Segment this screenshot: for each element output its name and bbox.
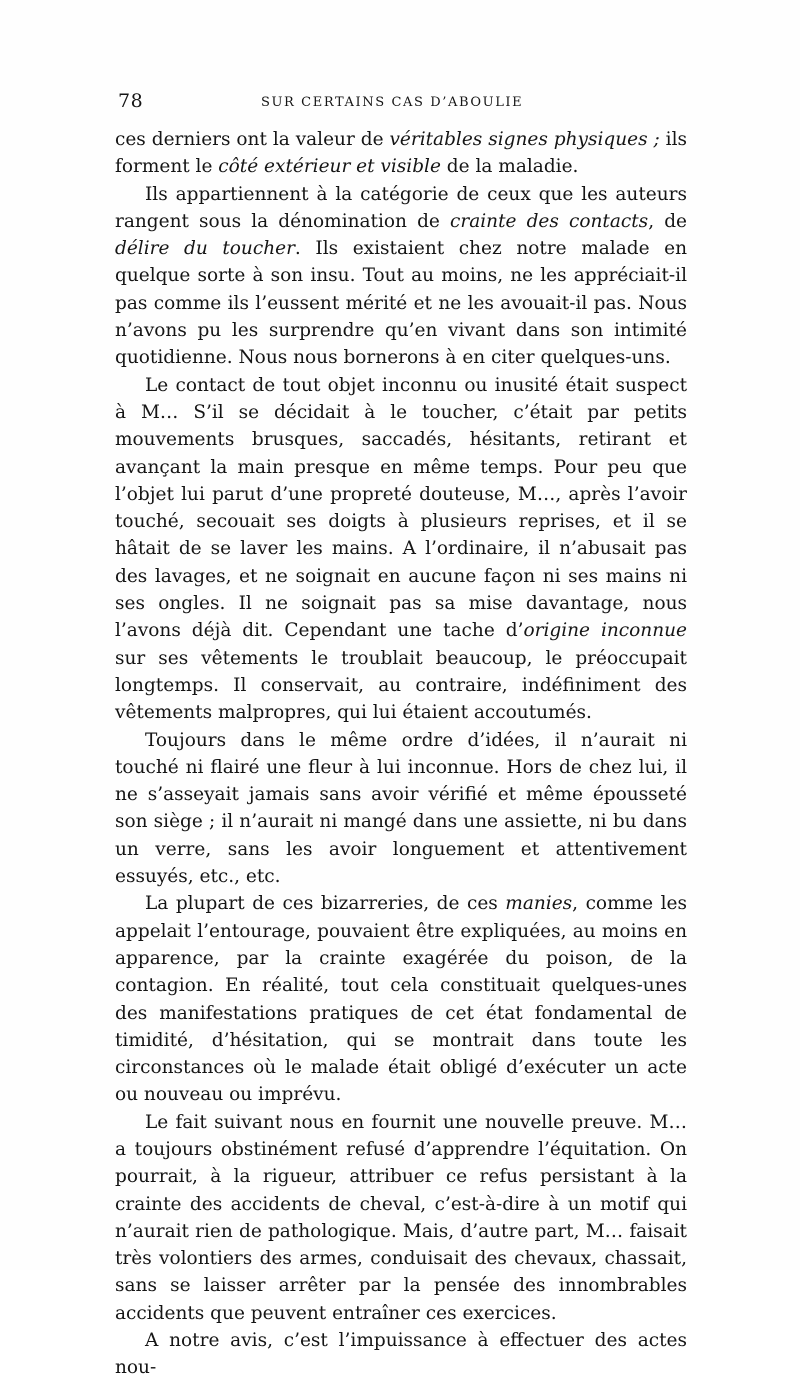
paragraph-7 [115, 1327, 687, 1382]
text-run: Toujours dans le même ordre d’idées, il n’aurait ni touché ni flairé une fleur à lui inconnue. Hors de chez lui, il ne s’asseyait jamais sans avoir vérifié et même épousseté son siège ; il n’aurait ni mangé dans une assiette, ni bu dans un verre, sans les avoir longuement et attentivement essuyés, etc., etc. [115, 729, 687, 888]
italic-text: origine inconnue [523, 620, 687, 642]
paragraph-1 [115, 126, 687, 181]
text-run: A notre avis, c’est l’impuissance à effectuer des actes nou- [115, 1330, 687, 1379]
paragraph-5 [115, 890, 687, 1108]
text-run: Le fait suivant nous en fournit une nouvelle preuve. M… a toujours obstinément refusé d’apprendre l’équitation. On pourrait, à la rigueur, attribuer ce refus persistant à la crainte des accidents de cheval, c’est-à-dire à un motif qui n’aurait rien de pathologique. Mais, d’autre part, M… faisait très volontiers des armes, conduisait des chevaux, chassait, sans se laisser arrêter par la pensée des innombrables accidents que peuvent entraîner ces exercices. [115, 1111, 687, 1324]
italic-text: délire du toucher [115, 238, 295, 260]
page-number: 78 [118, 90, 144, 112]
paragraph-2 [115, 181, 687, 372]
paragraph-6 [115, 1109, 687, 1327]
text-run: , comme les appelait l’entourage, pouvaient être expliquées, au moins en apparence, par la crainte exagérée du poison, de la contagion. En réalité, tout cela constituait quelques-unes des manifestations pratiques de cet état fondamental de timidité, d’hésitation, qui se montrait dans toute les circonstances où le malade était obligé d’exécuter un acte ou nouveau ou imprévu. [115, 893, 687, 1106]
paragraph-3 [115, 372, 687, 727]
running-head: SUR CERTAINS CAS D’ABOULIE [261, 95, 524, 110]
paragraph-4 [115, 727, 687, 891]
text-run: ces derniers ont la valeur de [115, 129, 390, 150]
text-run: , de [648, 210, 687, 232]
italic-text: crainte des contacts [450, 210, 649, 232]
text-run: de la maladie. [440, 156, 579, 178]
text-run: Le contact de tout objet inconnu ou inusité était suspect à M… S’il se décidait à le toucher, c’était par petits mouvements brusques, saccadés, hésitants, retirant et avançant la main presque en même temps. Pour peu que l’objet lui parut d’une propreté douteuse, M…, après l’avoir touché, secouait ses doigts à plusieurs reprises, et il se hâtait de se laver les mains. A l’ordinaire, il n’abusait pas des lavages, et ne soignait en aucune façon ni ses mains ni ses ongles. Il ne soignait pas sa mise davantage, nous l’avons déjà dit. Cependant une tache d’ [115, 374, 687, 642]
italic-text: côté extérieur et visible [218, 156, 441, 178]
text-run: sur ses vêtements le troublait beaucoup, le préoccupait longtemps. Il conservait, au contraire, indéfiniment des vêtements malpropres, qui lui étaient accoutumés. [115, 647, 687, 724]
italic-text: véritables signes physiques ; [389, 129, 660, 150]
text-run: . Ils existaient chez notre malade en quelque sorte à son insu. Tout au moins, ne les appréciait-il pas comme ils l’eussent mérité et ne les avouait-il pas. Nous n’avons pu les surprendre qu’en vivant dans son intimité quotidienne. Nous nous bornerons à en citer quelques-uns. [115, 238, 687, 369]
text-run: La plupart de ces bizarreries, de ces [145, 893, 506, 915]
italic-text: manies [505, 893, 573, 915]
text-run: ils forment le [115, 129, 687, 178]
page-header [118, 90, 686, 120]
body-text [115, 126, 687, 1382]
text-run: Ils appartiennent à la catégorie de ceux que les auteurs rangent sous la dénomination de [115, 183, 687, 232]
